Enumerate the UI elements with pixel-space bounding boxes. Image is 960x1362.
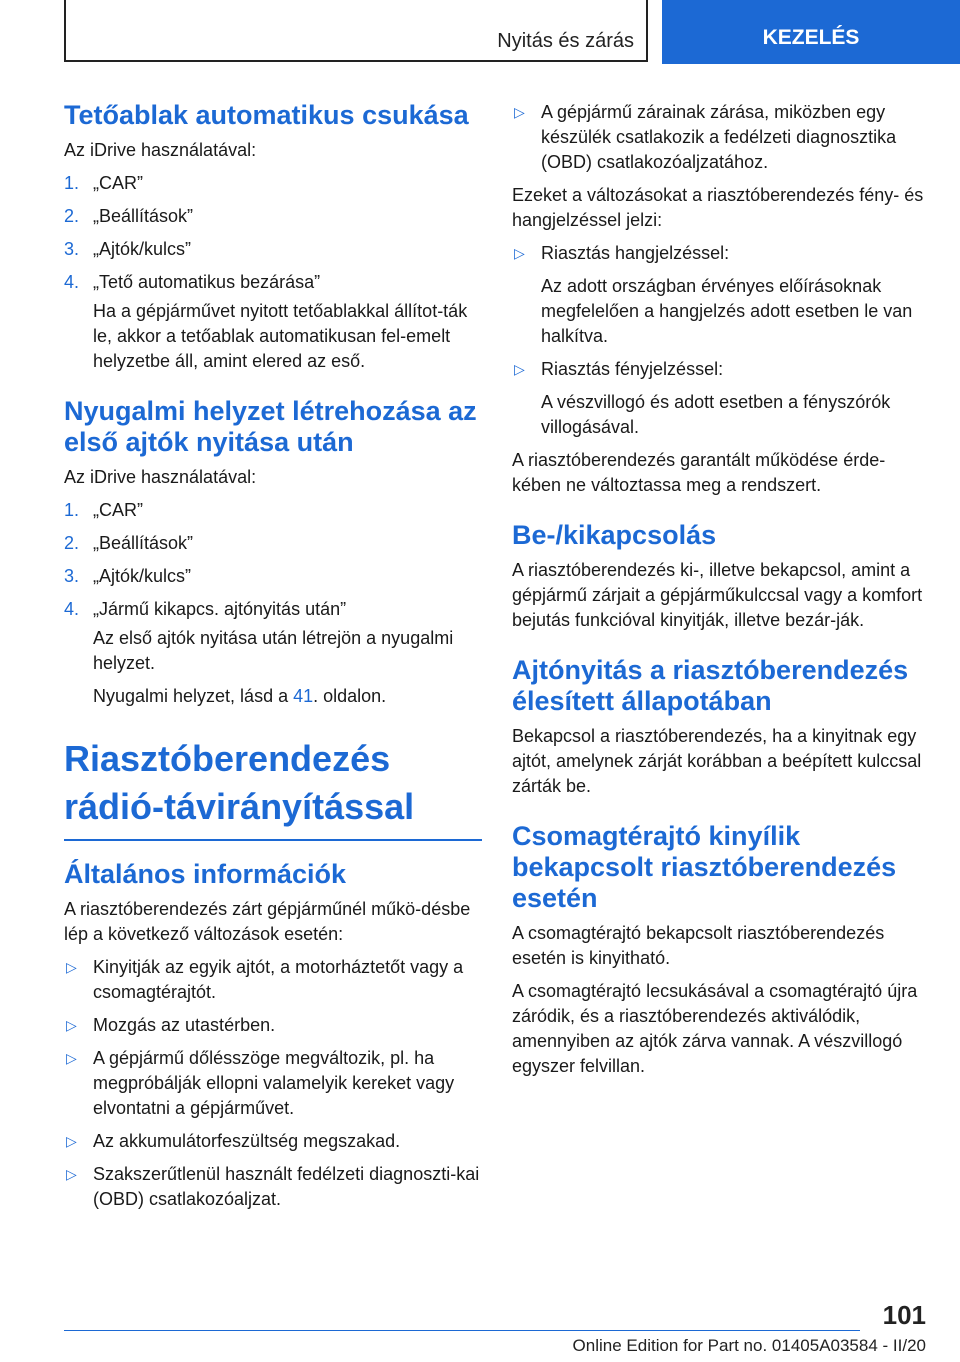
list-item: ▷ Mozgás az utastérben.: [64, 1013, 482, 1038]
paragraph: Bekapcsol a riasztóberendezés, ha a kinyitnak egy ajtót, amelynek zárját korábban a beépített kulccsal zárták be.: [512, 726, 922, 796]
right-column: [512, 100, 928, 1087]
paragraph: A csomagtérajtó lecsukásával a csomagtérajtó újra záródik, és a riasztóberendezés aktiválódik, amennyiben az ajtók zárva vannak. A vészvillogó egyszer felvillan.: [512, 981, 918, 1076]
triangle-bullet-icon: ▷: [66, 1133, 77, 1149]
page-link[interactable]: 41: [293, 686, 314, 706]
footer-divider: [64, 1330, 860, 1331]
paragraph: Ha a gépjárművet nyitott tetőablakkal állítot-ták le, akkor a tetőablak automatikusan fel-emelt helyzetbe áll, amint elered az eső.: [93, 301, 468, 371]
heading-on-off: Be-/kikapcsolás: [512, 520, 717, 550]
list-item: ▷ A gépjármű zárainak zárása, miközben egy készülék csatlakozik a fedélzeti diagnosztika (OBD) csatlakozóaljzatához.: [514, 102, 897, 172]
paragraph: A riasztóberendezés garantált működése érde-kében ne változtassa meg a rendszert.: [512, 450, 886, 495]
list-item: ▷ Kinyitják az egyik ajtót, a motorháztetőt vagy a csomagtérajtót.: [66, 957, 464, 1002]
paragraph: Nyugalmi helyzet, lásd a 41. oldalon.: [93, 686, 387, 706]
page-number: 101: [882, 1300, 926, 1330]
heading-sunroof-autoclose: Tetőablak automatikus csukása: [64, 100, 469, 130]
heading-idle-state: Nyugalmi helyzet létrehozása az első ajtók nyitása után: [64, 396, 477, 457]
divider: [64, 839, 482, 841]
list-item: ▷ Riasztás hangjelzéssel:: [512, 241, 928, 266]
triangle-bullet-icon: ▷: [66, 1017, 77, 1033]
triangle-bullet-icon: ▷: [514, 104, 525, 120]
list-item: ▷ Szakszerűtlenül használt fedélzeti diagnoszti-kai (OBD) csatlakozóaljzat.: [66, 1164, 480, 1209]
list-item: ▷ Riasztás fényjelzéssel:: [512, 357, 928, 382]
list-item: 4. „Tető automatikus bezárása”: [64, 272, 321, 292]
paragraph: A vészvillogó és adott esetben a fényszórók villogásával.: [541, 392, 891, 437]
paragraph: Az iDrive használatával:: [64, 467, 257, 487]
footer-edition: Online Edition for Part no. 01405A03584 - II/20: [572, 1336, 926, 1355]
paragraph: A riasztóberendezés zárt gépjárműnél műkö-désbe lép a következő változások esetén:: [64, 899, 471, 944]
heading-door-open-armed: Ajtónyitás a riasztóberendezés élesített állapotában: [512, 655, 909, 716]
chapter-tab: KEZELÉS: [662, 0, 960, 64]
list-item: 1. „CAR”: [64, 173, 143, 193]
list-item: 2. „Beállítások”: [64, 533, 194, 553]
heading-general-info: Általános információk: [64, 859, 347, 889]
list-item: 2. „Beállítások”: [64, 206, 194, 226]
paragraph: Az iDrive használatával:: [64, 140, 257, 160]
triangle-bullet-icon: ▷: [66, 1166, 77, 1182]
list-item: 1. „CAR”: [64, 500, 143, 520]
triangle-bullet-icon: ▷: [66, 1050, 77, 1066]
paragraph: A csomagtérajtó bekapcsolt riasztóberendezés esetén is kinyitható.: [512, 923, 885, 968]
triangle-bullet-icon: ▷: [514, 361, 525, 377]
heading-tailgate-armed: Csomagtérajtó kinyílik bekapcsolt riasztóberendezés esetén: [512, 821, 897, 913]
paragraph: A riasztóberendezés ki-, illetve bekapcsol, amint a gépjármű zárjait a gépjárműkulccsal vagy a komfort bejutás funkcióval kinyitják, illetve bezár-ják.: [512, 560, 923, 630]
left-column: [64, 100, 482, 1220]
paragraph: Ezeket a változásokat a riasztóberendezés fény- és hangjelzéssel jelzi:: [512, 185, 924, 230]
paragraph: Az első ajtók nyitása után létrejön a nyugalmi helyzet.: [93, 628, 454, 673]
paragraph: Az adott országban érvényes előírásoknak megfelelően a hangjelzés adott esetben le van halkítva.: [541, 276, 913, 346]
list-item: ▷ Az akkumulátorfeszültség megszakad.: [64, 1129, 482, 1154]
triangle-bullet-icon: ▷: [66, 959, 77, 975]
section-title: Nyitás és zárás: [497, 30, 634, 52]
list-item: 4. „Jármű kikapcs. ajtónyitás után”: [64, 599, 347, 619]
chapter-heading: Riasztóberendezés rádió-távirányítással: [64, 738, 415, 827]
header-frame: [64, 0, 648, 62]
list-item: 3. „Ajtók/kulcs”: [64, 566, 192, 586]
triangle-bullet-icon: ▷: [514, 245, 525, 261]
list-item: ▷ A gépjármű dőlésszöge megváltozik, pl. ha megpróbálják ellopni valamelyik kereket vagy elvontatni a gépjárművet.: [66, 1048, 455, 1118]
list-item: 3. „Ajtók/kulcs”: [64, 239, 192, 259]
